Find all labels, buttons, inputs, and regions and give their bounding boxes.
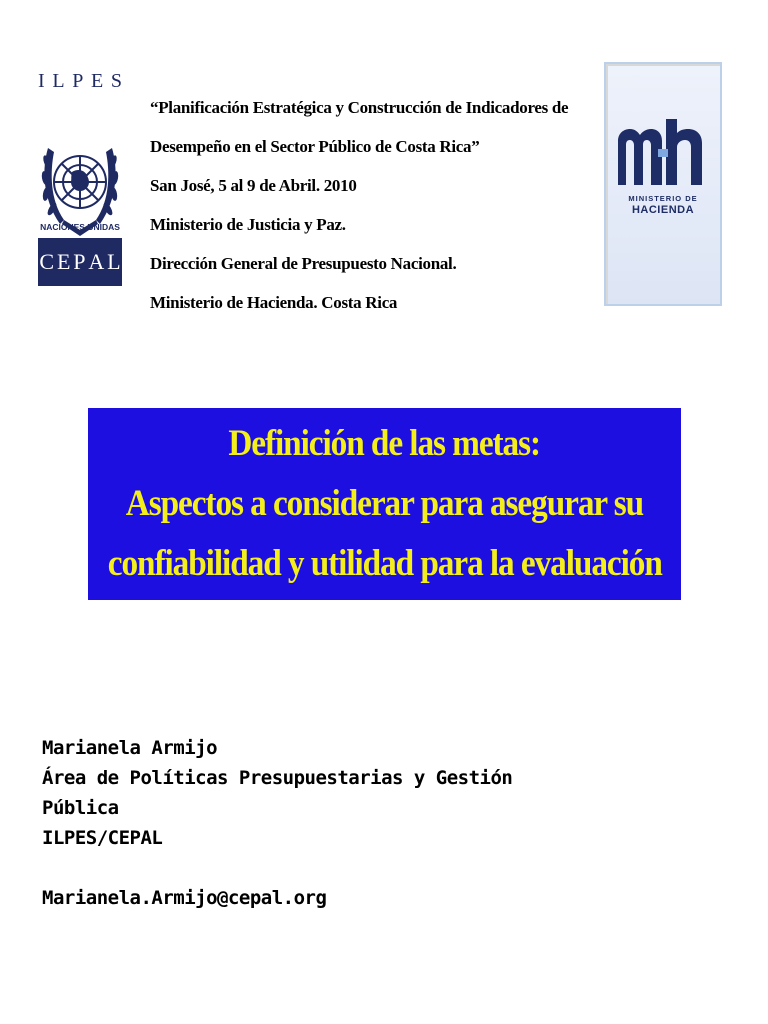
title-line-1: Definición de las metas: [228,423,541,464]
event-ministry-justicia: Ministerio de Justicia y Paz. [150,215,346,234]
title-line-2: Aspectos a considerar para asegurar su [125,483,644,524]
ilpes-letter: I [38,70,45,92]
ilpes-letter: E [90,70,104,92]
ministerio-hacienda-logo [604,62,722,306]
event-header [150,88,590,322]
mh-logo-icon [614,119,710,189]
author-area-line-2: Pública [42,797,119,819]
ilpes-wordmark [38,70,122,96]
cepal-wordmark [38,238,122,286]
cepal-letter: C [39,249,55,274]
author-area-line-1: Área de Políticas Presupuestarias y Gestión [42,767,513,789]
mh-caption [614,194,712,216]
event-title-line-1: “Planificación Estratégica y Construcción de Indicadores de [150,98,569,117]
title-line-3: confiabilidad y utilidad para la evaluación [107,543,662,584]
author-name: Marianela Armijo [42,737,218,759]
event-date: San José, 5 al 9 de Abril. 2010 [150,176,357,195]
author-email: Marianela.Armijo@cepal.org [42,887,327,909]
ilpes-letter: S [110,70,122,92]
event-ministry-hacienda: Ministerio de Hacienda. Costa Rica [150,293,398,312]
title-banner [88,408,681,600]
mh-caption-line1: MINISTERIO DE [628,194,698,203]
ilpes-letter: P [72,70,84,92]
cepal-letter: E [56,249,71,274]
cepal-letter: L [107,249,121,274]
ilpes-cepal-logo [38,70,122,288]
cepal-letter: P [73,249,86,274]
mh-caption-line2: HACIENDA [631,204,695,216]
event-direccion-presupuesto: Dirección General de Presupuesto Nacional. [150,254,457,273]
event-title-line-2: Desempeño en el Sector Público de Costa Rica” [150,137,480,156]
naciones-unidas-label: NACIONES UNIDAS [40,222,120,232]
cepal-letter: A [88,249,105,274]
ilpes-letter: L [52,70,65,92]
author-block [42,733,562,913]
author-organization: ILPES/CEPAL [42,827,163,849]
